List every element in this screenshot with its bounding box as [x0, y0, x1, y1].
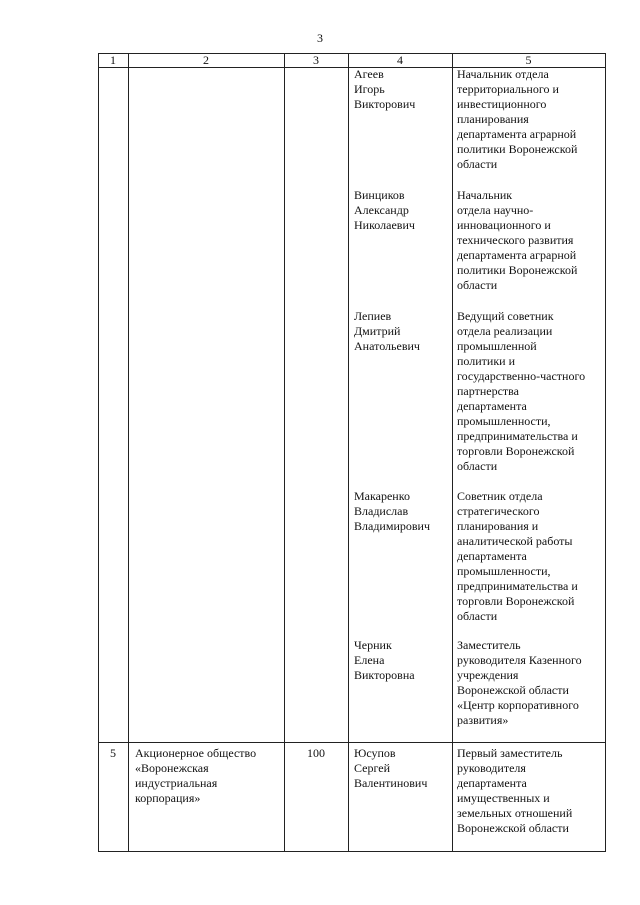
column-divider — [284, 53, 285, 852]
member-position: Первый заместитель руководителя департамента имущественных и земельных отношений Воронежской области — [457, 746, 573, 835]
header-col-2: 2 — [203, 53, 209, 67]
column-divider — [128, 53, 129, 852]
header-col-1: 1 — [110, 53, 116, 67]
member-position: Начальник отдела научно- инновационного и технического развития департамента аграрной политики Воронежской области — [457, 188, 578, 292]
header-col-4: 4 — [397, 53, 403, 67]
representatives-table — [98, 53, 606, 852]
member-name: Черник Елена Викторовна — [354, 638, 415, 682]
column-divider — [348, 53, 349, 852]
column-divider — [452, 53, 453, 852]
table-border-left — [98, 53, 99, 852]
header-col-3: 3 — [313, 53, 319, 67]
row-number: 5 — [110, 746, 116, 760]
organization-name: Акционерное общество «Воронежская индустриальная корпорация» — [135, 746, 257, 805]
page-number: 3 — [317, 31, 323, 45]
member-name: Юсупов Сергей Валентинович — [354, 746, 428, 790]
header-col-5: 5 — [525, 53, 532, 67]
member-position: Заместитель руководителя Казенного учреждения Воронежской области «Центр корпоративного развития» — [457, 638, 582, 727]
member-position: Ведущий советник отдела реализации промышленной политики и государственно-частного партнерства департамента промышленности, предпринимательства и торговли Воронежской области — [457, 309, 586, 473]
table-border-bottom — [98, 851, 606, 852]
table-border-right — [605, 53, 606, 852]
member-name: Макаренко Владислав Владимирович — [354, 489, 430, 533]
row-divider — [98, 742, 606, 743]
member-position: Начальник отдела территориального и инвестиционного планирования департамента аграрной политики Воронежской области — [457, 67, 578, 171]
member-position: Советник отдела стратегического планирования и аналитической работы департамента промышленности, предпринимательства и торговли Воронежской области — [457, 489, 578, 623]
share-percent: 100 — [307, 746, 325, 760]
member-name: Винциков Александр Николаевич — [354, 188, 415, 232]
member-name: Агеев Игорь Викторович — [354, 67, 416, 111]
member-name: Лепиев Дмитрий Анатольевич — [354, 309, 420, 353]
